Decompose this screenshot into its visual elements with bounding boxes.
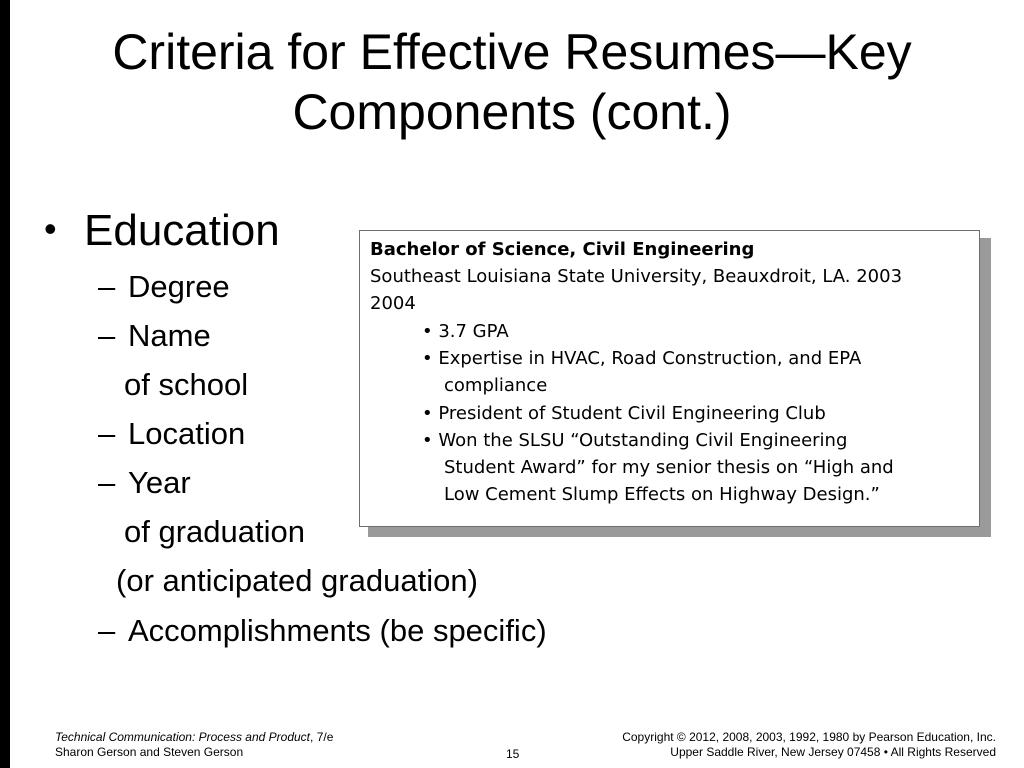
resume-example-box (359, 230, 980, 527)
bullet-dot: • (44, 208, 57, 249)
title-line-1: Criteria for Effective Resumes—Key (112, 24, 912, 80)
example-item-award-cont-1: Student Award” for my senior thesis on “High and (444, 457, 894, 478)
page-number: 15 (506, 747, 520, 761)
sub-bullet-year-cont: of graduation (124, 514, 305, 549)
sub-bullet-year: Year (128, 465, 191, 500)
example-item-award-cont-2: Low Cement Slump Effects on Highway Design.” (444, 484, 880, 505)
sub-bullet-name: Name (128, 318, 211, 353)
sub-bullet-location: Location (128, 416, 246, 451)
dash-year: – (98, 465, 116, 500)
sub-bullet-anticipated: (or anticipated graduation) (116, 563, 478, 598)
example-item-gpa: • 3.7 GPA (422, 321, 509, 342)
left-rule (0, 0, 10, 768)
dash-degree: – (98, 269, 116, 304)
example-school-cont: 2004 (370, 293, 416, 314)
example-item-expertise: • Expertise in HVAC, Road Construction, and EPA (422, 348, 862, 369)
dash-location: – (98, 416, 116, 451)
title-line-2: Components (cont.) (292, 84, 732, 140)
footer-authors: Sharon Gerson and Steven Gerson (55, 745, 244, 759)
sub-bullet-degree: Degree (128, 269, 230, 304)
footer-book-title (55, 729, 333, 745)
bullet-education: Education (84, 206, 280, 255)
footer-copyright: Copyright © 2012, 2008, 2003, 1992, 1980 by Pearson Education, Inc. (622, 730, 996, 744)
dash-name: – (98, 318, 116, 353)
example-item-expertise-cont: compliance (444, 375, 548, 396)
slide-title (20, 22, 1004, 142)
sub-bullet-name-cont: of school (124, 367, 249, 402)
footer-edition: , 7/e (310, 730, 334, 744)
example-item-president: • President of Student Civil Engineering Club (422, 403, 826, 424)
footer-publisher: Upper Saddle River, New Jersey 07458 • All Rights Reserved (670, 745, 996, 759)
footer-book-title-text: Technical Communication: Process and Product (55, 730, 311, 744)
example-school: Southeast Louisiana State University, Beauxdroit, LA. 2003 (370, 266, 903, 287)
sub-bullet-accomplishments: Accomplishments (be specific) (128, 613, 547, 648)
example-item-award: • Won the SLSU “Outstanding Civil Engineering (422, 430, 848, 451)
example-degree: Bachelor of Science, Civil Engineering (370, 239, 755, 260)
dash-accomplishments: – (98, 613, 116, 648)
